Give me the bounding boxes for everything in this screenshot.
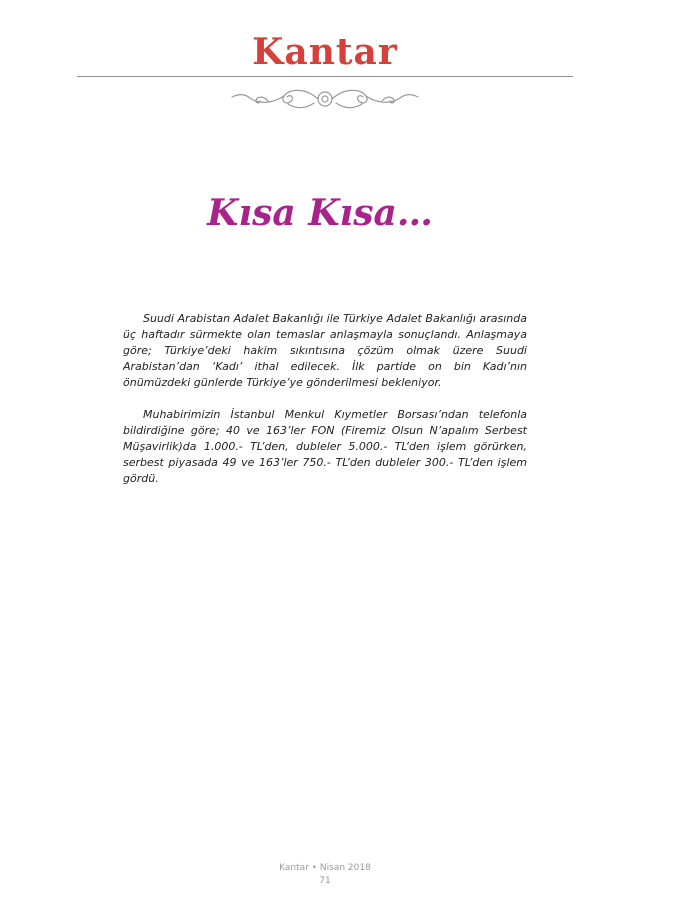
page-footer [0, 862, 650, 888]
article-body [123, 311, 527, 503]
masthead-title: Kantar [252, 31, 398, 73]
footer-issue: Kantar • Nisan 2018 [279, 863, 371, 873]
section-title: Kısa Kısa… [207, 192, 433, 234]
article-paragraph: Muhabirimizin İstanbul Menkul Kıymetler Borsası’ndan telefonla bildirdiğine göre; 40 ve 163’ler FON (Firemiz Olsun N’apalım Serbest Müşavirlik)da 1.000.- TL’den, dubleler 5.000.- TL’den işlem görürken, serbest piyasada 49 ve 163’ler 750.- TL’den dubleler 300.- TL’den işlem gördü. [123, 408, 527, 485]
masthead [0, 0, 700, 120]
masthead-rule [77, 76, 573, 77]
article-paragraph: Suudi Arabistan Adalet Bakanlığı ile Türkiye Adalet Bakanlığı arasında üç haftadır sürmekte olan temaslar anlaşmayla sonuçlandı. Anlaşmaya göre; Türkiye’deki hakim sıkıntısına çözüm olmak üzere Suudi Arabistan’dan ‘Kadı’ ithal edilecek. İlk partide on bin Kadı’nın önümüzdeki günlerde Türkiye’ye gönderilmesi bekleniyor. [123, 312, 527, 389]
page-number: 71 [319, 876, 331, 886]
flourish-ornament-icon [228, 82, 422, 114]
